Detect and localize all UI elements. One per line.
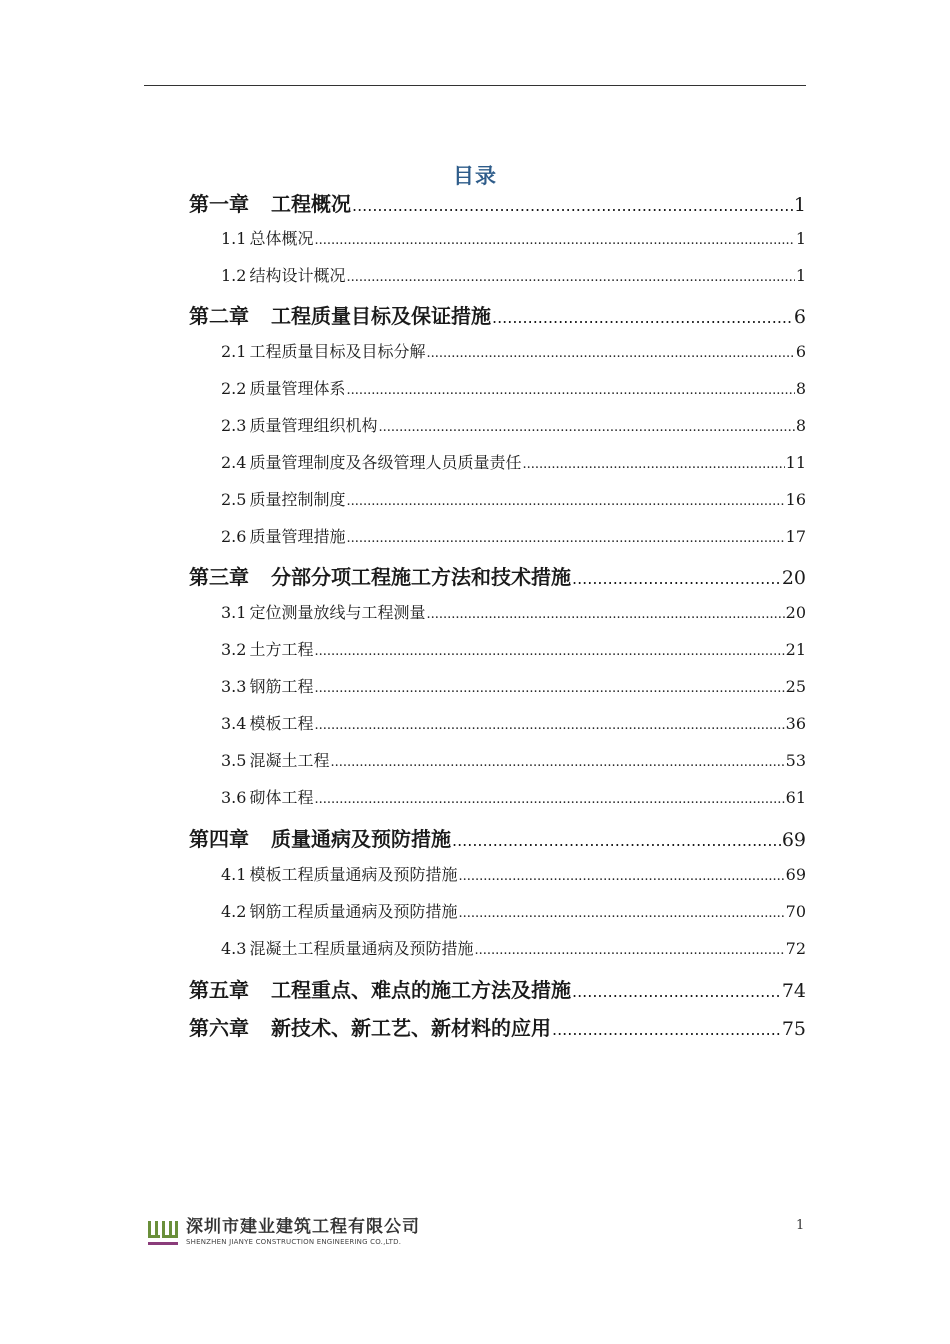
toc-entry-number: 3.2 <box>221 640 247 659</box>
toc-entry-number: 2.6 <box>221 527 247 546</box>
toc-section-entry[interactable] <box>221 376 806 399</box>
toc-dot-leader <box>572 569 781 588</box>
toc-section-entry[interactable] <box>221 899 806 922</box>
toc-entry-page: 1 <box>793 194 806 216</box>
toc-entry-title: 工程质量目标及保证措施 <box>271 304 491 328</box>
toc-entry-number: 4.2 <box>221 902 247 921</box>
toc-entry-number: 2.3 <box>221 416 247 435</box>
toc-dot-leader <box>572 982 781 1001</box>
toc-entry-page: 25 <box>785 677 806 696</box>
toc-entry-title: 质量管理组织机构 <box>249 416 378 435</box>
toc-dot-leader <box>346 531 784 546</box>
toc-entry-number: 3.1 <box>221 603 247 622</box>
toc-entry-title: 质量控制制度 <box>249 490 346 509</box>
toc-dot-leader <box>458 869 784 884</box>
toc-entry-number: 3.5 <box>221 751 247 770</box>
toc-entry-number: 3.4 <box>221 714 247 733</box>
toc-section-entry[interactable] <box>221 487 806 510</box>
toc-entry-page: 20 <box>785 603 806 622</box>
toc-entry-page: 61 <box>785 788 806 807</box>
toc-dot-leader <box>314 792 784 807</box>
toc-entry-number: 3.6 <box>221 788 247 807</box>
toc-entry-number: 4.1 <box>221 865 247 884</box>
toc-dot-leader <box>552 1020 781 1039</box>
toc-entry-title: 土方工程 <box>249 640 314 659</box>
toc-entry-page: 36 <box>785 714 806 733</box>
toc-dot-leader <box>452 831 781 850</box>
toc-dot-leader <box>346 383 794 398</box>
toc-entry-title: 混凝土工程质量通病及预防措施 <box>249 939 474 958</box>
toc-entry-number: 第五章 <box>189 978 249 1002</box>
toc-entry-title: 模板工程质量通病及预防措施 <box>249 865 458 884</box>
toc-chapter-entry[interactable] <box>189 823 806 852</box>
toc-chapter-entry[interactable] <box>189 561 806 590</box>
toc-entry-page: 8 <box>795 379 806 398</box>
toc-entry-title: 工程质量目标及目标分解 <box>249 342 426 361</box>
toc-dot-leader <box>346 494 784 509</box>
toc-dot-leader <box>314 644 784 659</box>
toc-section-entry[interactable] <box>221 785 806 808</box>
toc-entry-page: 74 <box>781 980 806 1002</box>
toc-entry-number: 第一章 <box>189 192 249 216</box>
toc-chapter-entry[interactable] <box>189 188 806 217</box>
toc-entry-page: 69 <box>781 829 806 851</box>
toc-dot-leader <box>330 755 784 770</box>
toc-section-entry[interactable] <box>221 339 806 362</box>
toc-chapter-entry[interactable] <box>189 300 806 329</box>
toc-section-entry[interactable] <box>221 226 806 249</box>
toc-section-entry[interactable] <box>221 936 806 959</box>
toc-entry-title: 质量通病及预防措施 <box>271 827 451 851</box>
toc-entry-number: 第二章 <box>189 304 249 328</box>
toc-entry-page: 20 <box>781 567 806 589</box>
toc-entry-page: 16 <box>785 490 806 509</box>
toc-entry-title: 工程概况 <box>271 192 351 216</box>
toc-section-entry[interactable] <box>221 674 806 697</box>
toc-entry-page: 70 <box>785 902 806 921</box>
toc-chapter-entry[interactable] <box>189 974 806 1003</box>
toc-entry-title: 钢筋工程 <box>249 677 314 696</box>
toc-entry-page: 72 <box>785 939 806 958</box>
toc-entry-title: 模板工程 <box>249 714 314 733</box>
toc-entry-page: 53 <box>785 751 806 770</box>
toc-entry-title: 混凝土工程 <box>249 751 330 770</box>
toc-entry-number: 2.4 <box>221 453 247 472</box>
toc-entry-number: 1.1 <box>221 229 247 248</box>
toc-entry-number: 第三章 <box>189 565 249 589</box>
toc-dot-leader <box>378 420 794 435</box>
toc-entry-page: 11 <box>785 453 806 472</box>
company-logo-icon <box>146 1215 180 1249</box>
toc-section-entry[interactable] <box>221 524 806 547</box>
toc-section-entry[interactable] <box>221 862 806 885</box>
toc-entry-number: 1.2 <box>221 266 247 285</box>
toc-heading: 目录 <box>453 164 497 188</box>
toc-entry-title: 钢筋工程质量通病及预防措施 <box>249 902 458 921</box>
toc-dot-leader <box>352 196 793 215</box>
toc-entry-number: 第四章 <box>189 827 249 851</box>
toc-entry-title: 定位测量放线与工程测量 <box>249 603 426 622</box>
toc-entry-title: 质量管理措施 <box>249 527 346 546</box>
toc-entry-number: 2.1 <box>221 342 247 361</box>
toc-chapter-entry[interactable] <box>189 1012 806 1041</box>
toc-entry-page: 69 <box>785 865 806 884</box>
toc-entry-title: 总体概况 <box>249 229 314 248</box>
toc-entry-page: 6 <box>793 306 806 328</box>
company-name-en: SHENZHEN JIANYE CONSTRUCTION ENGINEERING CO.,LTD. <box>186 1238 402 1246</box>
toc-section-entry[interactable] <box>221 450 806 473</box>
toc-entry-page: 8 <box>795 416 806 435</box>
toc-entry-page: 1 <box>795 266 806 285</box>
toc-entry-number: 4.3 <box>221 939 247 958</box>
toc-dot-leader <box>346 270 794 285</box>
toc-section-entry[interactable] <box>221 637 806 660</box>
toc-dot-leader <box>314 681 784 696</box>
toc-section-entry[interactable] <box>221 263 806 286</box>
toc-dot-leader <box>458 906 784 921</box>
toc-entry-title: 砌体工程 <box>249 788 314 807</box>
toc-entry-number: 第六章 <box>189 1016 249 1040</box>
toc-entry-page: 6 <box>795 342 806 361</box>
toc-entry-title: 工程重点、难点的施工方法及措施 <box>271 978 571 1002</box>
company-logo <box>146 1215 420 1249</box>
toc-entry-title: 结构设计概况 <box>249 266 346 285</box>
page-number: 1 <box>796 1218 805 1233</box>
toc-section-entry[interactable] <box>221 711 806 734</box>
toc-entry-page: 17 <box>785 527 806 546</box>
header-rule <box>144 85 806 86</box>
toc-entry-title: 新技术、新工艺、新材料的应用 <box>271 1016 551 1040</box>
toc-dot-leader <box>426 346 794 361</box>
toc-entry-page: 75 <box>781 1018 806 1040</box>
toc-dot-leader <box>492 308 793 327</box>
toc-entry-title: 质量管理体系 <box>249 379 346 398</box>
toc-entry-page: 1 <box>795 229 806 248</box>
toc-dot-leader <box>426 607 784 622</box>
toc-section-entry[interactable] <box>221 748 806 771</box>
toc-entry-number: 3.3 <box>221 677 247 696</box>
toc-section-entry[interactable] <box>221 413 806 436</box>
toc-entry-title: 质量管理制度及各级管理人员质量责任 <box>249 453 522 472</box>
toc-entry-number: 2.2 <box>221 379 247 398</box>
company-name-cn: 深圳市建业建筑工程有限公司 <box>186 1217 420 1237</box>
toc-dot-leader <box>314 233 794 248</box>
toc-dot-leader <box>314 718 784 733</box>
toc-section-entry[interactable] <box>221 600 806 623</box>
toc-entry-title: 分部分项工程施工方法和技术措施 <box>271 565 571 589</box>
toc-entry-number: 2.5 <box>221 490 247 509</box>
toc-dot-leader <box>522 457 784 472</box>
toc-dot-leader <box>474 943 784 958</box>
toc-entry-page: 21 <box>785 640 806 659</box>
